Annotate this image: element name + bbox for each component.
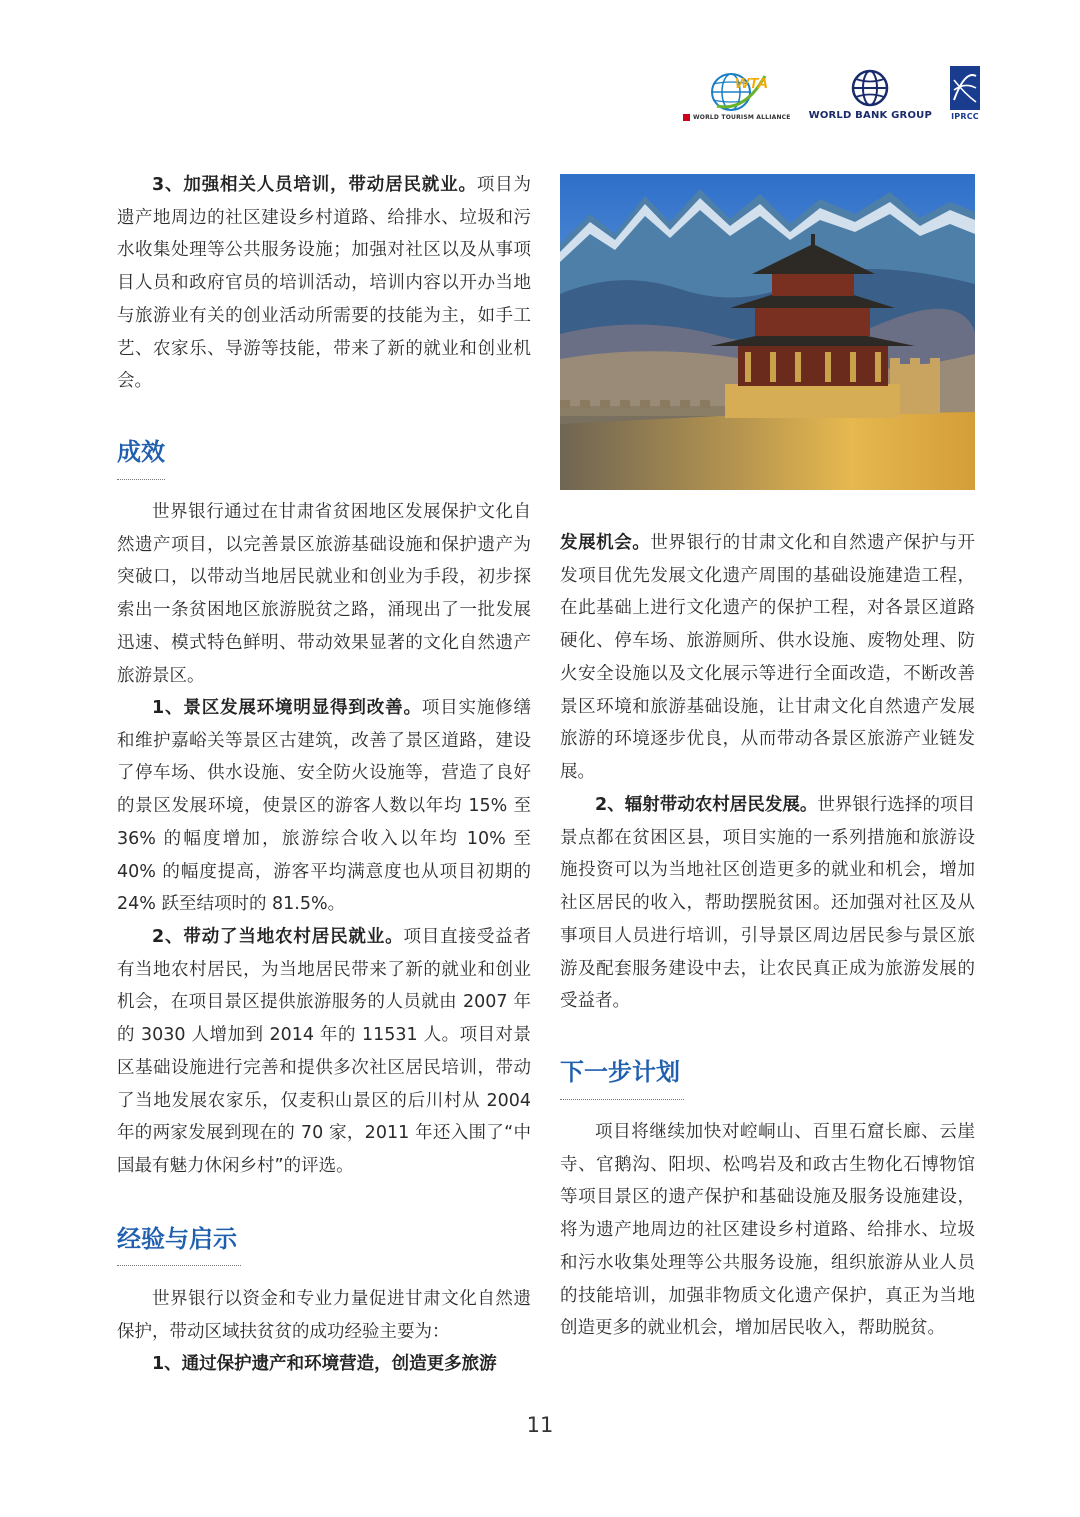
paragraph-next-steps: 项目将继续加快对崆峒山、百里石窟长廊、云崖寺、官鹅沟、阳坝、松鸣岩及和政古生物化石博物馆等项目景区的遗产保护和基础设施及服务设施建设，将为遗产地周边的社区建设乡村道路、给排水、垃圾和污水收集处理等公共服务设施，组织旅游从业人员的技能培训，加强非物质文化遗产保护，真正为当地创造更多的就业机会，增加居民收入，帮助脱贫。 [560, 1122, 975, 1339]
wta-logo [683, 68, 791, 121]
paragraph-lesson-1-lead [117, 1348, 531, 1381]
wta-logo-text: WTA [734, 75, 768, 92]
section-heading-next-steps: 下一步计划 [560, 1058, 680, 1086]
paragraph-body: 项目为遗产地周边的社区建设乡村道路、给排水、垃圾和污水收集处理等公共服务设施；加强对社区以及从事项目人员和政府官员的培训活动，培训内容以开办当地与旅游业有关的创业活动所需要的技能为主，如手工艺、农家乐、导游等技能，带来了新的就业和创业机会。 [117, 175, 531, 392]
fortress-landscape-image [560, 174, 975, 490]
wta-red-square-icon [683, 114, 690, 121]
paragraph-body: 世界银行的甘肃文化和自然遗产保护与开发项目优先发展文化遗产周围的基础设施建造工程，在此基础上进行文化遗产的保护工程，对各景区道路硬化、停车场、旅游厕所、供水设施、废物处理、防火安全设施以及文化展示等进行全面改造，不断改善景区环境和旅游基础设施，让甘肃文化自然遗产发展旅游的环境逐步优良，从而带动各景区旅游产业链发展。 [560, 533, 976, 782]
jiayuguan-fort-photo [560, 174, 975, 490]
paragraph-training [117, 169, 531, 398]
paragraph-body: 项目实施修缮和维护嘉峪关等景区古建筑，改善了景区道路，建设了停车场、供水设施、安全防火设施等，营造了良好的景区发展环境，使景区的游客人数以年均 15% 至 36% 的幅度增加，旅游综合收入以年均 10% 至 40% 的幅度提高，游客平均满意度也从项目初期的 24% 跃至结项时的 81.5%。 [117, 698, 531, 915]
heading-underline [560, 1099, 684, 1100]
paragraph-body: 世界银行选择的项目景点都在贫困区县，项目实施的一系列措施和旅游设施投资可以为当地社区创造更多的就业和机会，增加社区居民的收入，帮助摆脱贫困。还加强对社区及从事项目人员进行培训，引导景区周边居民参与景区旅游及配套服务建设中去，让农民真正成为旅游发展的受益者。 [560, 795, 975, 1012]
partner-logos [683, 66, 980, 121]
section-heading-results: 成效 [117, 438, 165, 466]
heading-underline [117, 1265, 241, 1266]
paragraph-lead: 3、加强相关人员培训，带动居民就业。 [152, 175, 477, 195]
paragraph-lead: 2、带动了当地农村居民就业。 [152, 927, 404, 947]
paragraph-employment [117, 921, 531, 1183]
wta-caption: WORLD TOURISM ALLIANCE [692, 114, 791, 121]
iprcc-caption: IPRCC [951, 112, 979, 121]
world-bank-logo [809, 68, 932, 121]
world-bank-globe-icon [850, 68, 890, 108]
paragraph-lead: 1、通过保护遗产和环境营造，创造更多旅游 [152, 1354, 497, 1374]
paragraph-lead: 2、辐射带动农村居民发展。 [595, 795, 818, 815]
paragraph-lesson-2 [560, 789, 975, 1018]
paragraph-environment [117, 692, 531, 921]
world-bank-caption: WORLD BANK GROUP [808, 110, 932, 121]
paragraph-lead: 1、景区发展环境明显得到改善。 [152, 698, 422, 718]
paragraph-body: 项目直接受益者有当地农村居民，为当地居民带来了新的就业和创业机会，在项目景区提供旅游服务的人员就由 2007 年的 3030 人增加到 2014 年的 11531 人。项目对景区基础设施进行完善和提供多次社区居民培训，带动了当地发展农家乐，仅麦积山景区的后川村从 2004 年的两家发展到现在的 70 家，2011 年还入围了“中国最有魅力休闲乡村”的评选。 [117, 927, 531, 1176]
paragraph-lesson-1-body [560, 527, 975, 789]
heading-underline [117, 479, 165, 480]
iprcc-logo [950, 66, 980, 121]
section-heading-lessons: 经验与启示 [117, 1225, 237, 1253]
wta-globe-icon [705, 68, 769, 112]
iprcc-emblem-icon [950, 66, 980, 110]
paragraph-lead: 发展机会。 [560, 533, 651, 553]
paragraph-results-intro: 世界银行通过在甘肃省贫困地区发展保护文化自然遗产项目，以完善景区旅游基础设施和保护遗产为突破口，以带动当地居民就业和创业为手段，初步探索出一条贫困地区旅游脱贫之路，涌现出了一批发展迅速、模式特色鲜明、带动效果显著的文化自然遗产旅游景区。 [117, 502, 531, 686]
paragraph-lessons-intro: 世界银行以资金和专业力量促进甘肃文化自然遗保护，带动区域扶贫贫的成功经验主要为： [117, 1289, 531, 1342]
page-number: 11 [526, 1413, 554, 1437]
